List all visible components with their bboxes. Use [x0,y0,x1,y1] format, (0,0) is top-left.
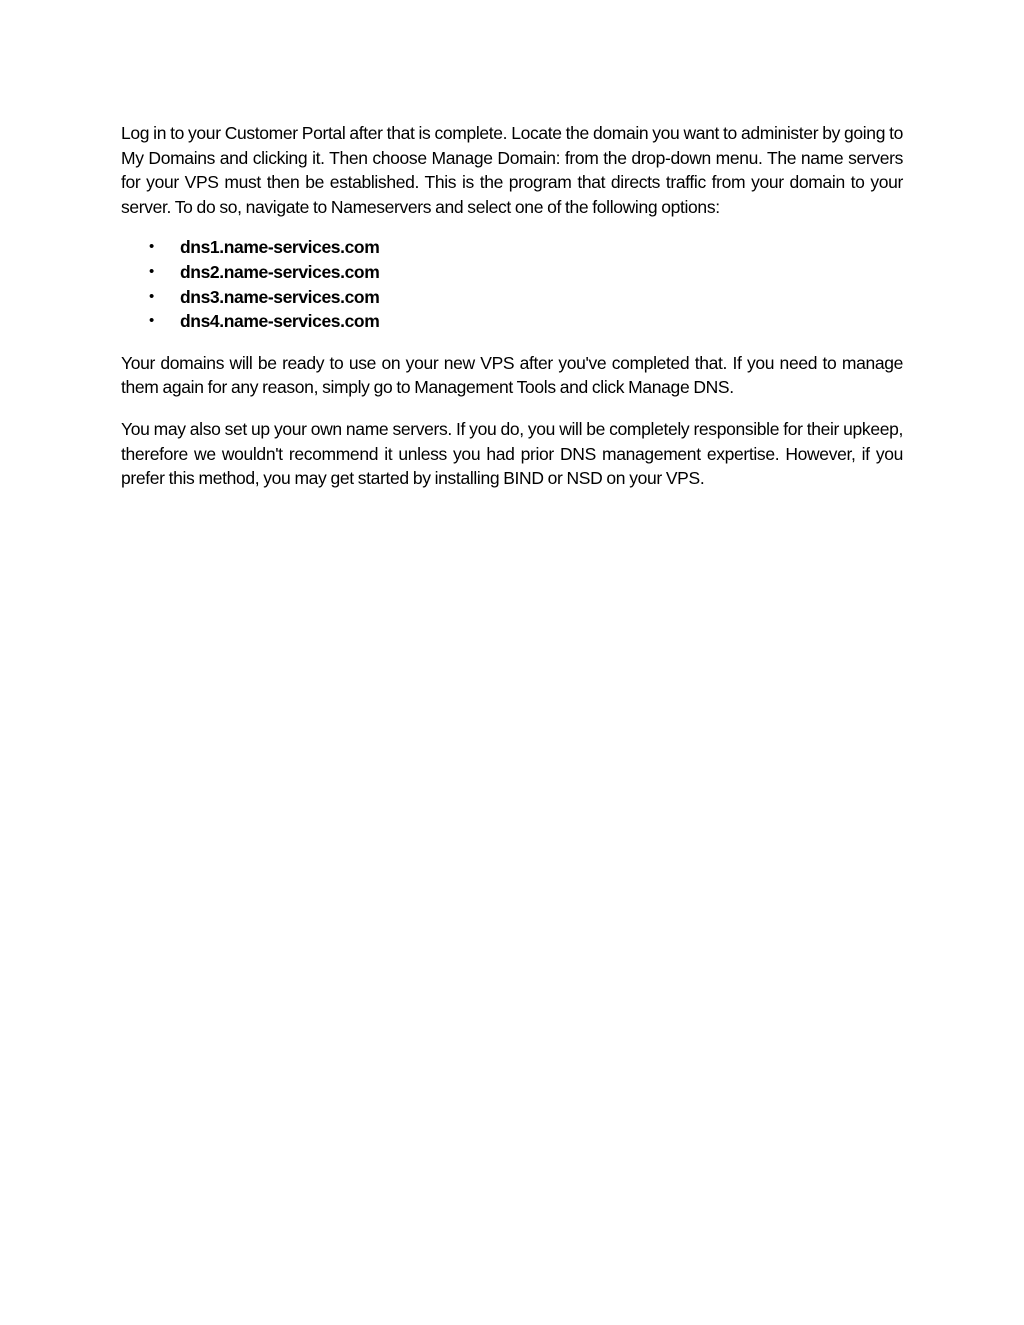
nameserver-label: dns2.name-services.com [180,261,380,282]
bullet-icon: • [149,287,154,305]
nameserver-label: dns4.name-services.com [180,311,380,332]
bullet-icon: • [149,312,154,330]
list-item [121,285,903,310]
list-item [121,235,903,260]
document-page [121,121,903,491]
nameserver-list [121,235,903,333]
nameserver-label: dns1.name-services.com [180,237,380,258]
list-item [121,260,903,285]
own-nameservers-paragraph: You may also set up your own name servers. If you do, you will be completely responsible for their upkeep, therefore we wouldn't recommend it unless you had prior DNS management expertise. However, if you prefer this method, you may get started by installing BIND or NSD on your VPS. [121,418,903,489]
intro-paragraph: Log in to your Customer Portal after that is complete. Locate the domain you want to administer by going to My Domains and clicking it. Then choose Manage Domain: from the drop-down menu. The name servers for your VPS must then be established. This is the program that directs traffic from your domain to your server. To do so, navigate to Nameservers and select one of the following options: [121,123,903,217]
list-item [121,309,903,334]
ready-paragraph: Your domains will be ready to use on your new VPS after you've completed that. If you need to manage them again for any reason, simply go to Management Tools and click Manage DNS. [121,352,903,398]
nameserver-label: dns3.name-services.com [180,286,380,307]
bullet-icon: • [149,238,154,256]
bullet-icon: • [149,262,154,280]
